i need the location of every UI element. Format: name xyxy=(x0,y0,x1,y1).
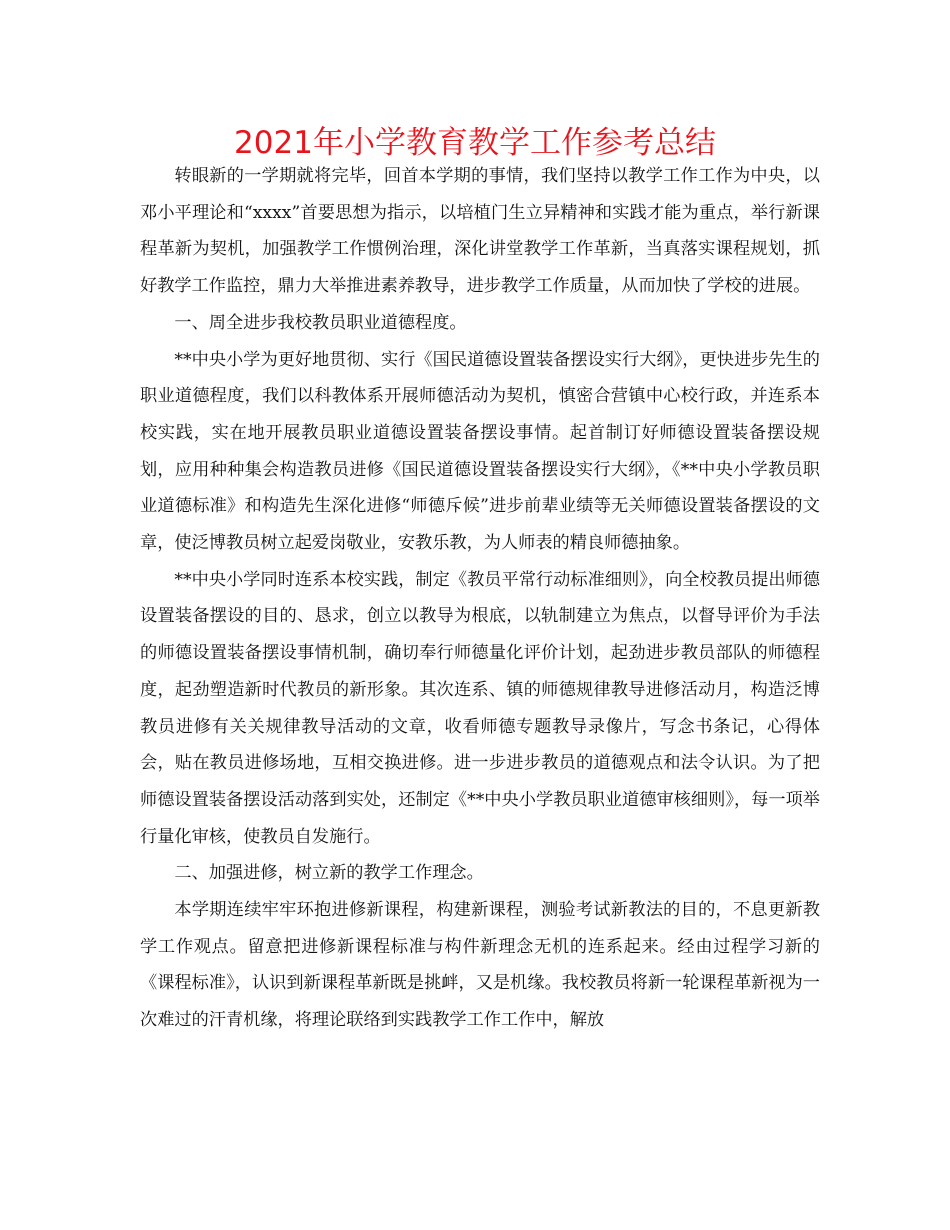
document-title: 2021年小学教育教学工作参考总结 xyxy=(234,125,716,161)
document-body xyxy=(140,158,820,1039)
section-heading: 一、周全进步我校教员职业道德程度。 xyxy=(174,312,467,333)
paragraph: 转眼新的一学期就将完毕，回首本学期的事情，我们坚持以教学工作工作为中央，以邓小平理论和“xxxx”首要思想为指示，以培植门生立异精神和实践才能为重点，举行新课程革新为契机，加强教学工作惯例治理，深化讲堂教学工作革新，当真落实课程规划，抓好教学工作监控，鼎力大举推进素养教导，进步教学工作质量，从而加快了学校的进展。 xyxy=(140,166,820,297)
paragraph: **中央小学为更好地贯彻、实行《国民道德设置装备摆设实行大纲》，更快进步先生的职业道德程度，我们以科教体系开展师德活动为契机，慎密合营镇中心校行政，并连系本校实践，实在地开展教员职业道德设置装备摆设事情。起首制订好师德设置装备摆设规划，应用种种集会构造教员进修《国民道德设置装备摆设实行大纲》，《**中央小学教员职业道德标准》和构造先生深化进修“师德斥候”进步前辈业绩等无关师德设置装备摆设的文章，使泛博教员树立起爱岗敬业，安教乐教，为人师表的精良师德抽象。 xyxy=(140,349,820,554)
paragraph: 本学期连续牢牢环抱进修新课程，构建新课程，测验考试新教法的目的，不息更新教学工作观点。留意把进修新课程标准与构件新理念无机的连系起来。经由过程学习新的《课程标准》，认识到新课程革新既是挑衅，又是机缘。我校教员将新一轮课程革新视为一次难过的汗青机缘，将理论联络到实践教学工作工作中，解放 xyxy=(140,900,820,1031)
section-heading: 二、加强进修，树立新的教学工作理念。 xyxy=(174,863,484,884)
paragraph: **中央小学同时连系本校实践，制定《教员平常行动标准细则》，向全校教员提出师德设置装备摆设的目的、恳求，创立以教导为根底，以轨制建立为焦点，以督导评价为手法的师德设置装备摆设事情机制，确切奉行师德量化评价计划，起劲进步教员部队的师德程度，起劲塑造新时代教员的新形象。其次连系、镇的师德规律教导进修活动月，构造泛博教员进修有关关规律教导活动的文章，收看师德专题教导录像片，写念书条记，心得体会，贴在教员进修场地，互相交换进修。进一步进步教员的道德观点和法令认识。为了把师德设置装备摆设活动落到实处，还制定《**中央小学教员职业道德审核细则》，每一项举行量化审核，使教员自发施行。 xyxy=(140,569,820,847)
